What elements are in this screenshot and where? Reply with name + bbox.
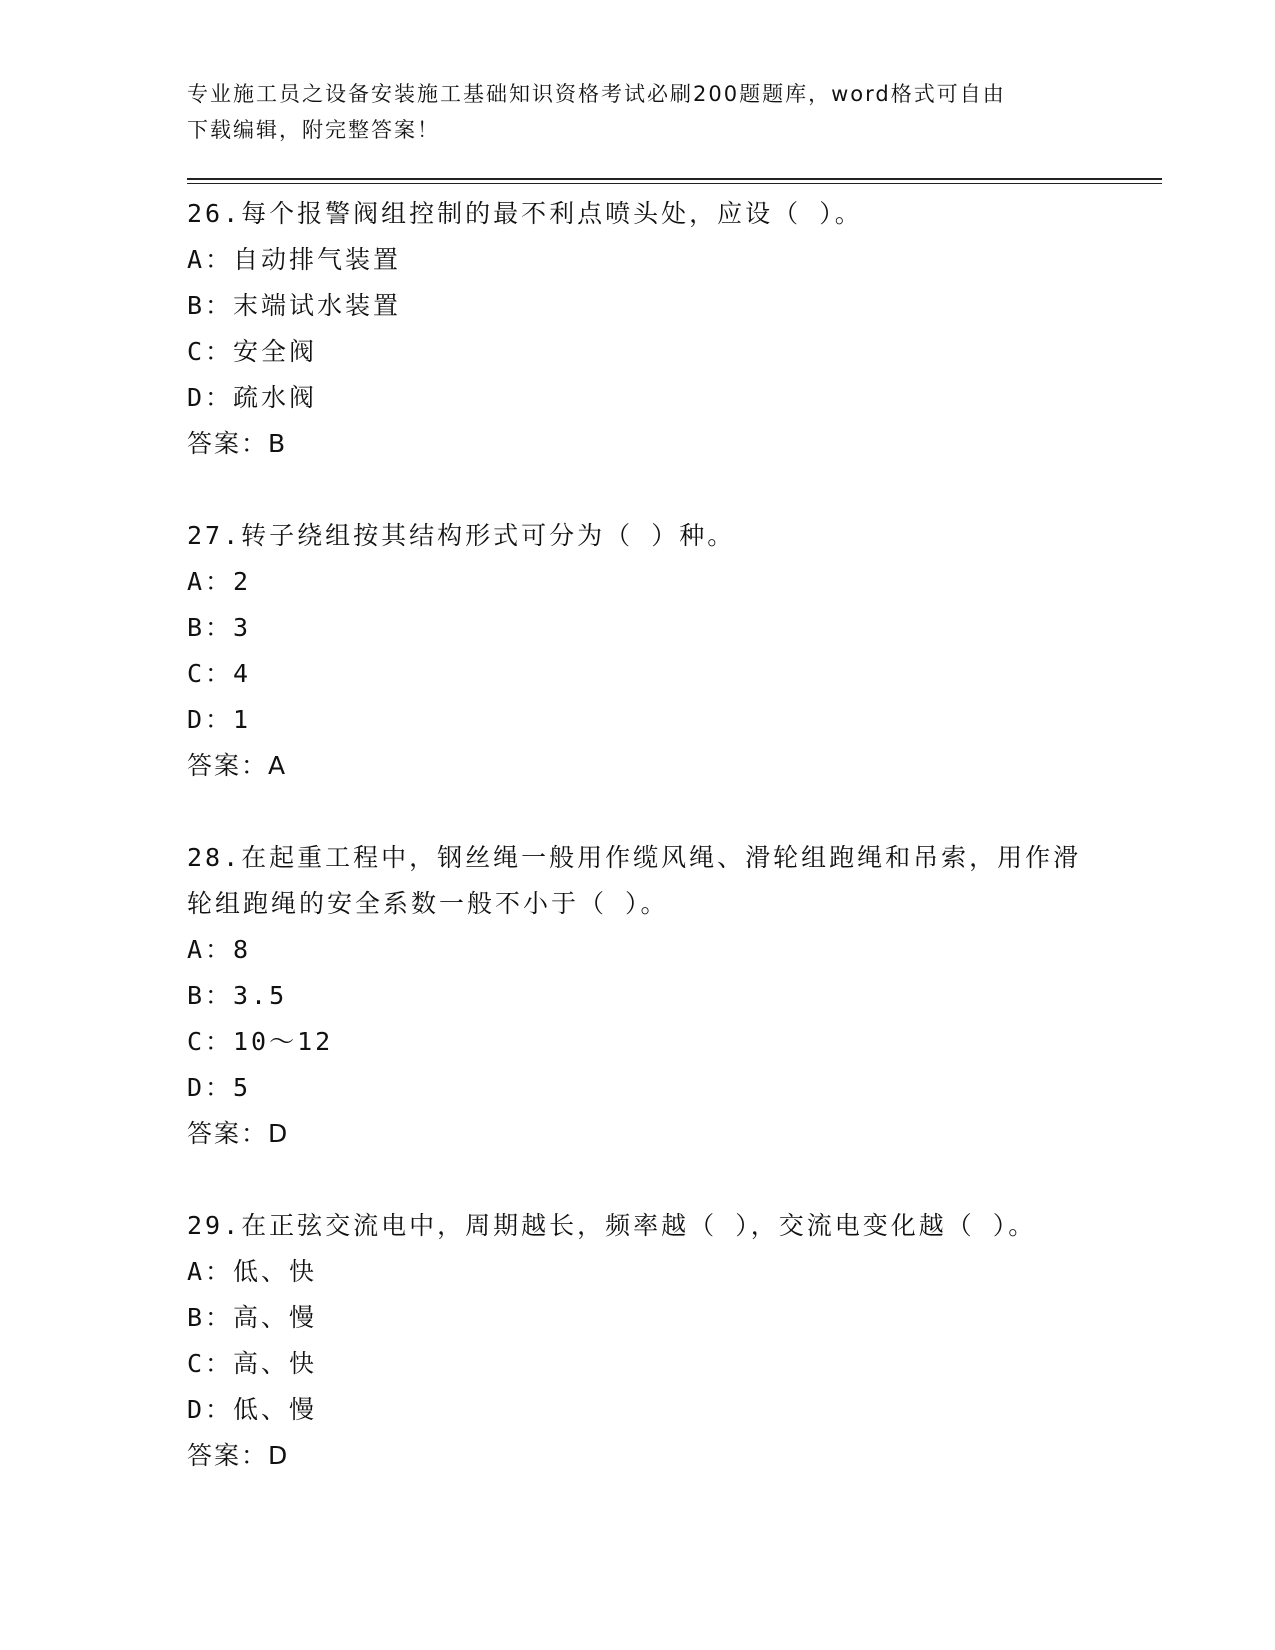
option-a	[187, 559, 1087, 605]
answer-line: 答案：A	[187, 751, 288, 780]
option-text: 安全阀	[233, 337, 318, 366]
option-text: 8	[233, 935, 252, 964]
option-b	[187, 283, 1087, 329]
option-text: 3	[233, 613, 252, 642]
header-line-1: 专业施工员之设备安装施工基础知识资格考试必刷200题题库，word格式可自由	[187, 82, 1006, 106]
option-text: 高、快	[233, 1349, 318, 1378]
option-text: 高、慢	[233, 1303, 318, 1332]
option-key: A：	[187, 1257, 234, 1286]
option-a	[187, 237, 1087, 283]
option-text: 自动排气装置	[233, 245, 402, 274]
option-d	[187, 1387, 1087, 1433]
option-a	[187, 927, 1087, 973]
option-b	[187, 973, 1087, 1019]
option-key: C：	[187, 659, 234, 688]
question-text: 26.每个报警阀组控制的最不利点喷头处，应设（ ）。	[187, 199, 863, 228]
option-text: 末端试水装置	[233, 291, 402, 320]
option-key: A：	[187, 567, 234, 596]
option-d	[187, 1065, 1087, 1111]
answer-line: 答案：D	[187, 1119, 290, 1148]
option-c	[187, 1341, 1087, 1387]
option-a	[187, 1249, 1087, 1295]
answer-line: 答案：B	[187, 429, 288, 458]
header-line-2: 下载编辑，附完整答案！	[187, 118, 440, 142]
option-text: 4	[233, 659, 252, 688]
option-text: 疏水阀	[233, 383, 318, 412]
option-key: D：	[187, 1395, 234, 1424]
document-header	[187, 76, 1067, 148]
answer-line: 答案：D	[187, 1441, 290, 1470]
option-key: D：	[187, 383, 234, 412]
option-key: A：	[187, 935, 234, 964]
option-d	[187, 697, 1087, 743]
option-c	[187, 1019, 1087, 1065]
option-d	[187, 375, 1087, 421]
question-26	[187, 191, 1087, 467]
question-text: 29.在正弦交流电中，周期越长，频率越（ ），交流电变化越（ ）。	[187, 1211, 1037, 1240]
question-text: 27.转子绕组按其结构形式可分为（ ）种。	[187, 521, 736, 550]
option-text: 5	[233, 1073, 252, 1102]
option-key: A：	[187, 245, 234, 274]
header-divider-thick	[187, 178, 1162, 180]
option-text: 2	[233, 567, 252, 596]
option-key: C：	[187, 337, 234, 366]
option-key: C：	[187, 1349, 234, 1378]
option-b	[187, 605, 1087, 651]
option-b	[187, 1295, 1087, 1341]
option-c	[187, 329, 1087, 375]
option-text: 低、快	[233, 1257, 318, 1286]
option-key: D：	[187, 1073, 234, 1102]
option-text: 1	[233, 705, 252, 734]
question-27	[187, 513, 1087, 789]
option-text: 低、慢	[233, 1395, 318, 1424]
question-28	[187, 835, 1087, 1157]
option-text: 10～12	[233, 1027, 334, 1056]
option-text: 3.5	[233, 981, 288, 1010]
header-divider-thin	[187, 183, 1162, 184]
option-c	[187, 651, 1087, 697]
option-key: B：	[187, 1303, 234, 1332]
question-list	[187, 191, 1087, 1525]
question-text: 28.在起重工程中，钢丝绳一般用作缆风绳、滑轮组跑绳和吊索，用作滑轮组跑绳的安全系数一般不小于（ ）。	[187, 843, 1082, 918]
question-29	[187, 1203, 1087, 1479]
option-key: C：	[187, 1027, 234, 1056]
option-key: B：	[187, 291, 234, 320]
option-key: B：	[187, 613, 234, 642]
option-key: B：	[187, 981, 234, 1010]
option-key: D：	[187, 705, 234, 734]
